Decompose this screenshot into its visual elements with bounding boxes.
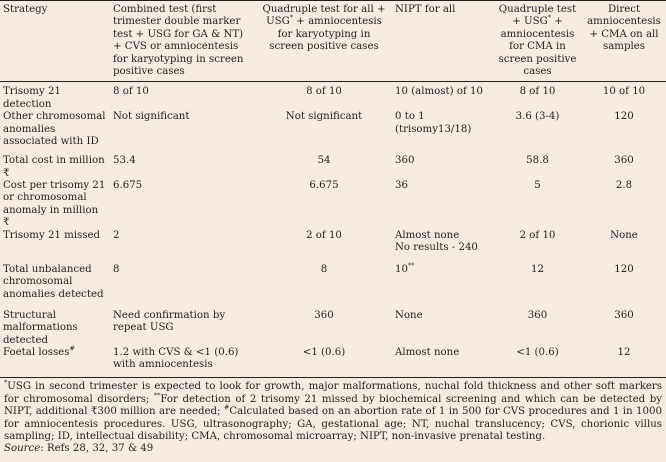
header-row bbox=[0, 1, 666, 82]
cell-nipt: 36 bbox=[395, 180, 408, 192]
cell-combined: 6.675 bbox=[113, 180, 143, 192]
cell-direct: None bbox=[610, 229, 638, 241]
table-footnote: *USG in second trimester is expected to look for growth, major malformations, nuchal fold thickness and other soft markers for chromosomal disorders; **For detection of 2 trisomy 21 missed by biochemical screening and which can be detected by NIPT, additional ₹300 million are needed; #Calculated based on an abortion rate of 1 in 500 for CVS procedures and 1 in 1000 for amniocentesis procedures. USG, ultrasonography; GA, gestational age; NT, nuchal translucency; CVS, chorionic villus sampling; ID, intellectual disability; CMA, chromosomal microarray; NIPT, non-invasive prenatal testing. Source: Refs 28, 32, 37 & 49 bbox=[4, 379, 662, 455]
cell-combined: Need confirmation by repeat USG bbox=[113, 309, 226, 334]
table-row bbox=[0, 111, 666, 155]
cell-quadruple-cma: 58.8 bbox=[526, 155, 549, 167]
cell-combined: 1.2 with CVS & <1 (0.6) with amniocentesis bbox=[110, 347, 256, 378]
source-refs: : Refs 28, 32, 37 & 49 bbox=[40, 443, 154, 455]
table-row bbox=[0, 347, 666, 378]
cell-quadruple-cma: <1 (0.6) bbox=[493, 347, 582, 378]
cell-direct: 12 bbox=[582, 347, 666, 378]
table-row bbox=[0, 310, 666, 347]
cell-nipt: 10** bbox=[395, 261, 415, 275]
cell-combined: Not significant bbox=[113, 111, 190, 123]
cell-quadruple-karyotyping: <1 (0.6) bbox=[256, 347, 392, 378]
cell-combined: 2 bbox=[113, 229, 120, 241]
table-row bbox=[0, 264, 666, 310]
table-row bbox=[0, 230, 666, 264]
row-label: Trisomy 21 missed bbox=[3, 229, 101, 241]
row-label: Total cost in million ₹ bbox=[3, 155, 105, 179]
cell-quadruple-karyotyping: Not significant bbox=[285, 111, 363, 123]
row-label: Trisomy 21 detection bbox=[3, 86, 61, 110]
cell-quadruple-karyotyping: 2 of 10 bbox=[306, 229, 342, 241]
table-row bbox=[0, 155, 666, 180]
header-direct-amniocentesis: Direct amniocentesis + CMA on all samples bbox=[582, 1, 666, 82]
cell-quadruple-cma: 360 bbox=[527, 309, 548, 321]
cell-direct: 120 bbox=[614, 263, 634, 275]
cell-nipt: 10 (almost) of 10 bbox=[395, 86, 483, 98]
cell-quadruple-cma: 3.6 (3-4) bbox=[515, 111, 560, 123]
cell-combined: 8 bbox=[113, 263, 120, 275]
cell-nipt: None bbox=[395, 309, 423, 321]
header-nipt: NIPT for all bbox=[392, 1, 493, 82]
cell-quadruple-karyotyping: 8 of 10 bbox=[306, 86, 342, 98]
cell-nipt: Almost none No results - 240 bbox=[395, 229, 478, 254]
cell-combined: 53.4 bbox=[113, 155, 136, 167]
cell-nipt: Almost none bbox=[392, 347, 493, 378]
row-label: Foetal losses# bbox=[0, 347, 110, 378]
cell-quadruple-cma: 12 bbox=[531, 263, 544, 275]
header-quadruple-cma: Quadruple test + USG* + amniocentesis for CMA in screen positive cases bbox=[493, 1, 582, 82]
row-label: Total unbalanced chromosomal anomalies detected bbox=[3, 263, 104, 300]
cell-quadruple-cma: 2 of 10 bbox=[519, 229, 556, 241]
header-quadruple-karyotyping: Quadruple test for all + USG* + amniocentesis for karyotyping in screen positive cases bbox=[256, 1, 392, 82]
table-row bbox=[0, 82, 666, 111]
cell-direct: 120 bbox=[614, 111, 634, 123]
cell-quadruple-karyotyping: 8 bbox=[320, 263, 328, 275]
cell-quadruple-karyotyping: 360 bbox=[314, 309, 334, 321]
row-label: Cost per trisomy 21 or chromosomal anomaly in million ₹ bbox=[3, 180, 106, 229]
source-label: Source bbox=[4, 443, 41, 455]
cell-nipt: 0 to 1 (trisomy13/18) bbox=[395, 111, 472, 135]
cell-quadruple-karyotyping: 6.675 bbox=[309, 180, 339, 192]
header-strategy: Strategy bbox=[0, 1, 110, 82]
cell-combined: 8 of 10 bbox=[113, 86, 149, 98]
cell-direct: 10 of 10 bbox=[602, 86, 646, 98]
cell-quadruple-cma: 5 bbox=[534, 180, 541, 192]
cell-direct: 2.8 bbox=[615, 180, 633, 192]
cell-direct: 360 bbox=[614, 309, 634, 321]
row-label: Other chromosomal anomalies associated with ID bbox=[3, 111, 106, 148]
cell-quadruple-cma: 8 of 10 bbox=[519, 86, 556, 98]
header-combined-test: Combined test (first trimester double marker test + USG for GA & NT) + CVS or amniocentesis for karyotyping in screen positive cases bbox=[110, 1, 256, 82]
row-label: Structural malformations detected bbox=[3, 309, 78, 346]
cell-direct: 360 bbox=[614, 155, 634, 167]
table-row bbox=[0, 180, 666, 230]
cell-nipt: 360 bbox=[395, 155, 415, 167]
cell-quadruple-karyotyping: 54 bbox=[317, 155, 331, 167]
